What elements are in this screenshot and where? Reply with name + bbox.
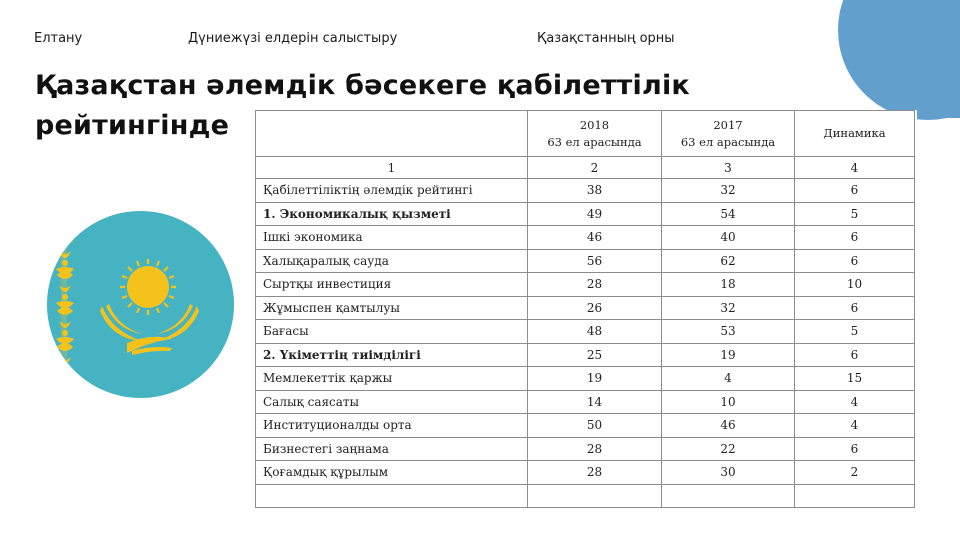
value-dynamics: 6 xyxy=(795,179,915,203)
value-dynamics: 6 xyxy=(795,437,915,461)
value-2017: 32 xyxy=(662,296,795,320)
value-2018: 28 xyxy=(528,461,662,485)
value-2018: 48 xyxy=(528,320,662,344)
header-2018 xyxy=(528,111,662,157)
value-dynamics xyxy=(795,484,915,508)
value-2018: 25 xyxy=(528,343,662,367)
page-title-line1: Қазақстан әлемдік бәсекеге қабілеттілік xyxy=(35,70,690,101)
value-2017: 53 xyxy=(662,320,795,344)
table-row xyxy=(256,202,915,226)
page-title-line2: рейтингінде xyxy=(35,110,230,141)
table-row xyxy=(256,249,915,273)
row-label: Халықаралық сауда xyxy=(256,249,528,273)
row-label: 1. Экономикалық қызметі xyxy=(256,202,528,226)
index-cell: 1 xyxy=(256,157,528,179)
value-2017: 30 xyxy=(662,461,795,485)
row-label: Бағасы xyxy=(256,320,528,344)
value-2018: 14 xyxy=(528,390,662,414)
value-2017: 32 xyxy=(662,179,795,203)
value-2018: 26 xyxy=(528,296,662,320)
header-2018-sub: 63 ел арасында xyxy=(547,134,642,149)
value-dynamics: 15 xyxy=(795,367,915,391)
value-2017: 22 xyxy=(662,437,795,461)
value-dynamics: 6 xyxy=(795,296,915,320)
row-label: Сыртқы инвестиция xyxy=(256,273,528,297)
row-label: 2. Үкіметтің тиімділігі xyxy=(256,343,528,367)
value-dynamics: 4 xyxy=(795,414,915,438)
table-index-row xyxy=(256,157,915,179)
value-2018: 56 xyxy=(528,249,662,273)
value-dynamics: 10 xyxy=(795,273,915,297)
row-label xyxy=(256,484,528,508)
value-2018: 49 xyxy=(528,202,662,226)
table-row xyxy=(256,437,915,461)
row-label: Ішкі экономика xyxy=(256,226,528,250)
row-label: Институционалды орта xyxy=(256,414,528,438)
table-body xyxy=(256,179,915,508)
value-dynamics: 6 xyxy=(795,343,915,367)
value-2018: 28 xyxy=(528,437,662,461)
ranking-table-image xyxy=(255,110,917,540)
row-label: Бизнестегі заңнама xyxy=(256,437,528,461)
index-cell: 3 xyxy=(662,157,795,179)
value-2017: 40 xyxy=(662,226,795,250)
table-row xyxy=(256,484,915,508)
row-label: Салық саясаты xyxy=(256,390,528,414)
value-2017: 18 xyxy=(662,273,795,297)
header-dynamics xyxy=(795,111,915,157)
value-2018 xyxy=(528,484,662,508)
value-2017: 54 xyxy=(662,202,795,226)
row-label: Жұмыспен қамтылуы xyxy=(256,296,528,320)
header-2018-year: 2018 xyxy=(579,117,610,132)
row-label: Мемлекеттік қаржы xyxy=(256,367,528,391)
value-2018: 50 xyxy=(528,414,662,438)
decorative-rect xyxy=(927,60,960,118)
table-row xyxy=(256,179,915,203)
table-row xyxy=(256,390,915,414)
value-dynamics: 5 xyxy=(795,202,915,226)
kazakhstan-flag-icon xyxy=(47,211,234,398)
index-cell: 4 xyxy=(795,157,915,179)
table-row xyxy=(256,296,915,320)
table-row xyxy=(256,273,915,297)
nav-item-kazakhstan-place[interactable]: Қазақстанның орны xyxy=(537,31,675,46)
value-2017: 19 xyxy=(662,343,795,367)
value-2017: 10 xyxy=(662,390,795,414)
table-row xyxy=(256,414,915,438)
table-row xyxy=(256,343,915,367)
ranking-table xyxy=(255,110,915,508)
header-blank xyxy=(256,111,528,157)
header-dynamics-label: Динамика xyxy=(823,126,886,140)
value-2017 xyxy=(662,484,795,508)
row-label: Қоғамдық құрылым xyxy=(256,461,528,485)
value-2017: 62 xyxy=(662,249,795,273)
value-dynamics: 5 xyxy=(795,320,915,344)
table-header-row xyxy=(256,111,915,157)
row-label: Қабілеттіліктің әлемдік рейтингі xyxy=(256,179,528,203)
value-2017: 4 xyxy=(662,367,795,391)
value-2018: 38 xyxy=(528,179,662,203)
index-cell: 2 xyxy=(528,157,662,179)
value-dynamics: 6 xyxy=(795,226,915,250)
value-dynamics: 2 xyxy=(795,461,915,485)
value-dynamics: 6 xyxy=(795,249,915,273)
table-row xyxy=(256,320,915,344)
table-row xyxy=(256,367,915,391)
table-row xyxy=(256,461,915,485)
header-2017-sub: 63 ел арасында xyxy=(680,134,776,149)
nav-item-eltanu[interactable]: Елтану xyxy=(34,31,83,46)
nav-item-compare-countries[interactable]: Дүниежүзі елдерін салыстыру xyxy=(188,31,398,46)
value-2018: 46 xyxy=(528,226,662,250)
value-dynamics: 4 xyxy=(795,390,915,414)
value-2017: 46 xyxy=(662,414,795,438)
flag-emblem-icon xyxy=(47,211,234,398)
header-2017 xyxy=(662,111,795,157)
value-2018: 28 xyxy=(528,273,662,297)
value-2018: 19 xyxy=(528,367,662,391)
header-2017-year: 2017 xyxy=(713,117,743,132)
table-row xyxy=(256,226,915,250)
